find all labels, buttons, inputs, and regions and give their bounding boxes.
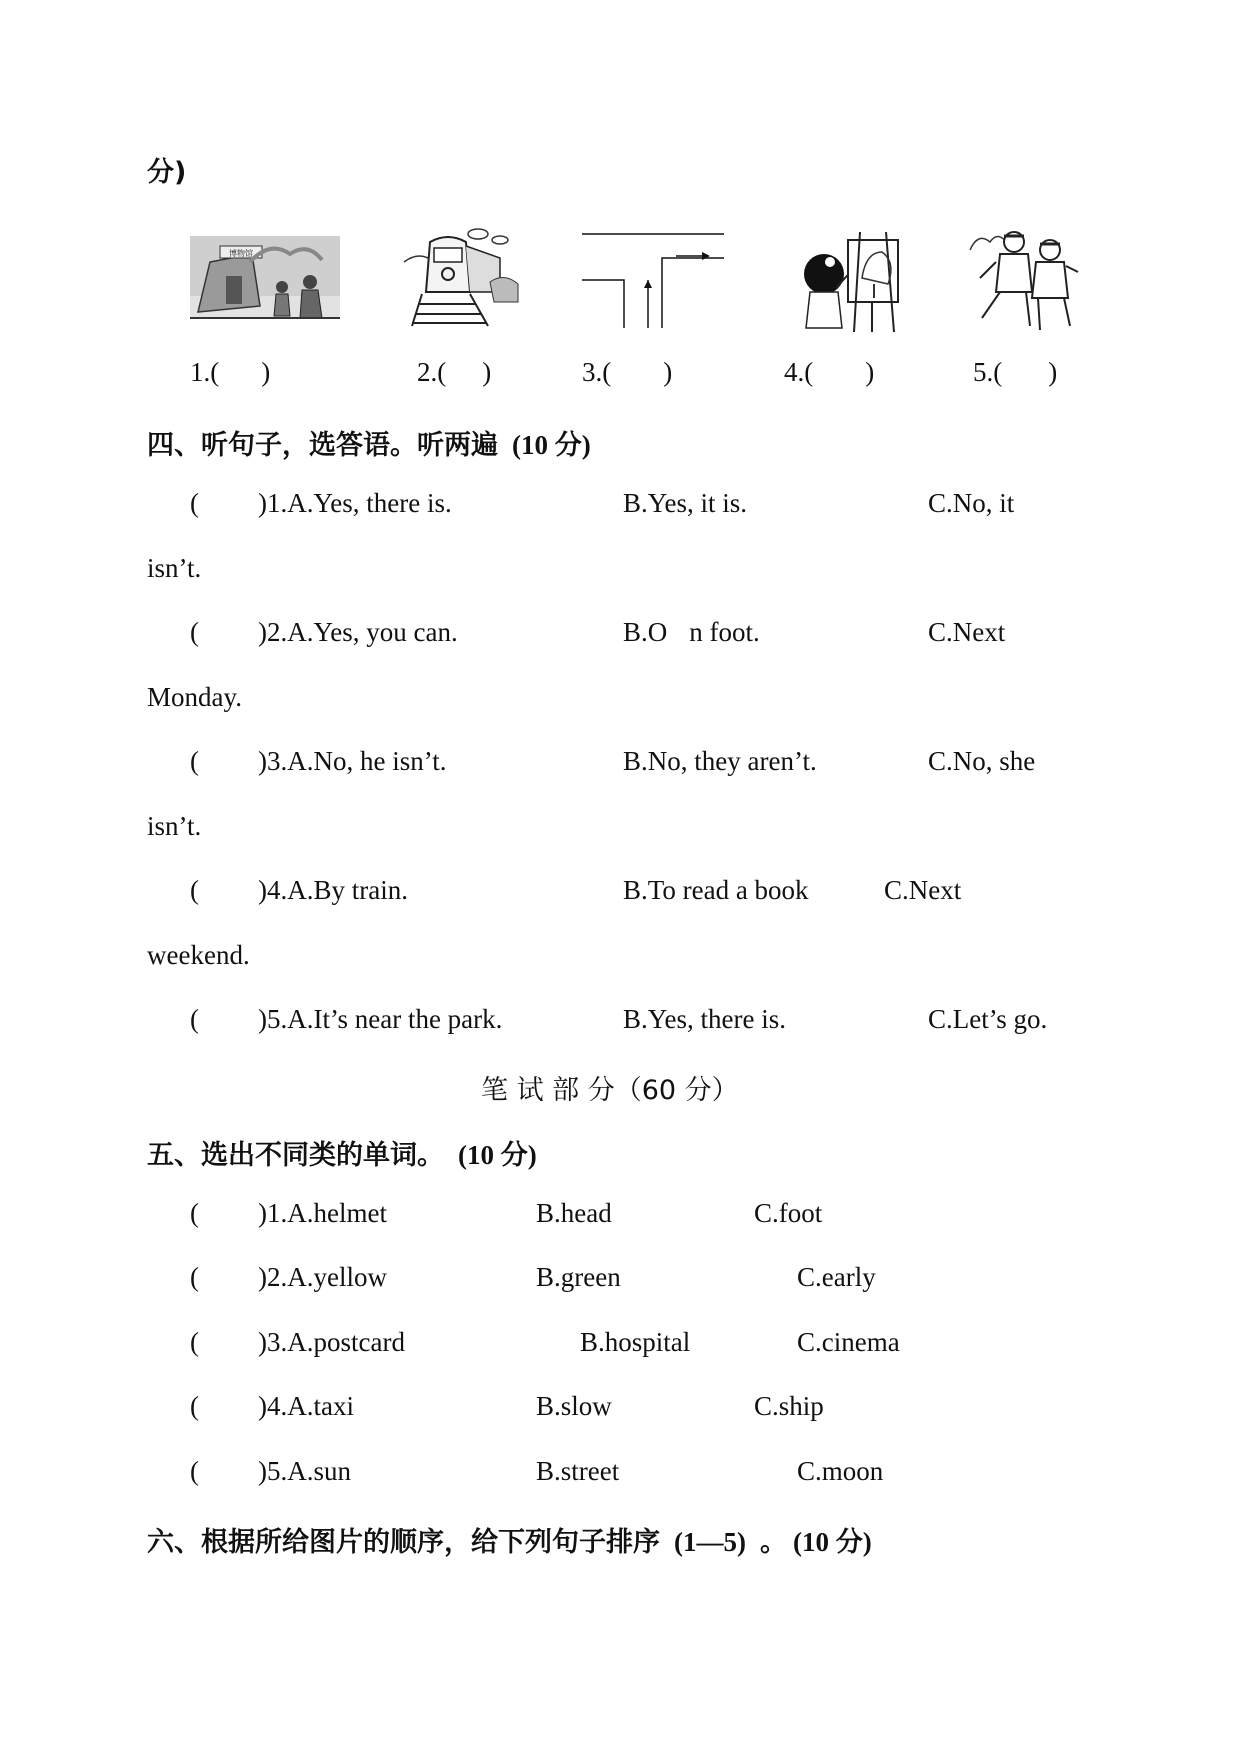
s4-q2-blank[interactable]: ( (190, 617, 199, 647)
picture-blank-2[interactable]: 2.( ) (417, 357, 492, 387)
s4-q3-option-b: B.No, they aren’t. (623, 746, 817, 776)
s5-q3-blank[interactable]: ( (190, 1327, 199, 1357)
s4-q3-blank[interactable]: ( (190, 746, 199, 776)
s4-q3-option-c: C.No, she (928, 746, 1036, 776)
s5-q4-blank[interactable]: ( (190, 1391, 199, 1421)
s5-q3-option-c: C.cinema (797, 1327, 900, 1357)
s5-q4-option-c: C.ship (754, 1391, 824, 1421)
s5-q2-blank[interactable]: ( (190, 1262, 199, 1292)
s5-q3-option-b: B.hospital (580, 1327, 691, 1357)
s5-q2-option-b: B.green (536, 1262, 621, 1292)
s5-q3-option-a: )3.A.postcard (258, 1327, 405, 1357)
s5-q5-blank[interactable]: ( (190, 1456, 199, 1486)
s4-q4-option-b: B.To read a book (623, 875, 809, 905)
s5-q5-option-a: )5.A.sun (258, 1456, 351, 1486)
section4-heading: 四、听句子，选答语。听两遍 (10 分) (147, 430, 591, 461)
s5-q1-option-c: C.foot (754, 1198, 823, 1228)
s4-q2-option-b: B.O n foot. (623, 617, 760, 647)
s4-q5-blank[interactable]: ( (190, 1004, 199, 1034)
s5-q1-blank[interactable]: ( (190, 1198, 199, 1228)
s5-q1-option-a: )1.A.helmet (258, 1198, 387, 1228)
picture-blank-4[interactable]: 4.( ) (784, 357, 875, 387)
museum-scene-icon (190, 232, 340, 327)
s4-q4-option-a: )4.A.By train. (258, 875, 408, 905)
s4-q5-option-a: )5.A.It’s near the park. (258, 1004, 503, 1034)
section5-heading: 五、选出不同类的单词。 (10 分) (147, 1140, 537, 1171)
s4-q1-continuation: isn’t. (147, 553, 202, 583)
s4-q4-option-c: C.Next (884, 875, 962, 905)
s4-q2-continuation: Monday. (147, 682, 242, 712)
s4-q2-option-c: C.Next (928, 617, 1006, 647)
s5-q2-option-c: C.early (797, 1262, 876, 1292)
picture-blank-5[interactable]: 5.( ) (973, 357, 1058, 387)
street-directions-icon (578, 226, 728, 330)
s5-q2-option-a: )2.A.yellow (258, 1262, 387, 1292)
s4-q5-option-b: B.Yes, there is. (623, 1004, 787, 1034)
s5-q1-option-b: B.head (536, 1198, 612, 1228)
s5-q5-option-c: C.moon (797, 1456, 884, 1486)
s4-q3-continuation: isn’t. (147, 811, 202, 841)
s4-q1-option-c: C.No, it (928, 488, 1015, 518)
s5-q4-option-b: B.slow (536, 1391, 612, 1421)
s5-q4-option-a: )4.A.taxi (258, 1391, 354, 1421)
children-hiking-icon (960, 222, 1080, 334)
s4-q1-option-b: B.Yes, it is. (623, 488, 748, 518)
s4-q2-option-a: )2.A.Yes, you can. (258, 617, 458, 647)
picture-blank-3[interactable]: 3.( ) (582, 357, 673, 387)
s4-q1-option-a: )1.A.Yes, there is. (258, 488, 452, 518)
s5-q5-option-b: B.street (536, 1456, 620, 1486)
s4-q5-option-c: C.Let’s go. (928, 1004, 1048, 1034)
museum-sign: 博物馆 (229, 249, 253, 258)
picture-blank-1[interactable]: 1.( ) (190, 357, 271, 387)
s4-q4-continuation: weekend. (147, 940, 250, 970)
section6-heading: 六、根据所给图片的顺序，给下列句子排序 (1—5) 。 (10 分) (147, 1527, 872, 1558)
continued-heading-fragment: 分) (147, 157, 187, 188)
written-part-title: 笔 试 部 分（60 分） (481, 1075, 739, 1106)
s4-q1-blank[interactable]: ( (190, 488, 199, 518)
girl-painting-icon (790, 228, 910, 332)
s4-q4-blank[interactable]: ( (190, 875, 199, 905)
train-icon (400, 222, 520, 327)
s4-q3-option-a: )3.A.No, he isn’t. (258, 746, 447, 776)
